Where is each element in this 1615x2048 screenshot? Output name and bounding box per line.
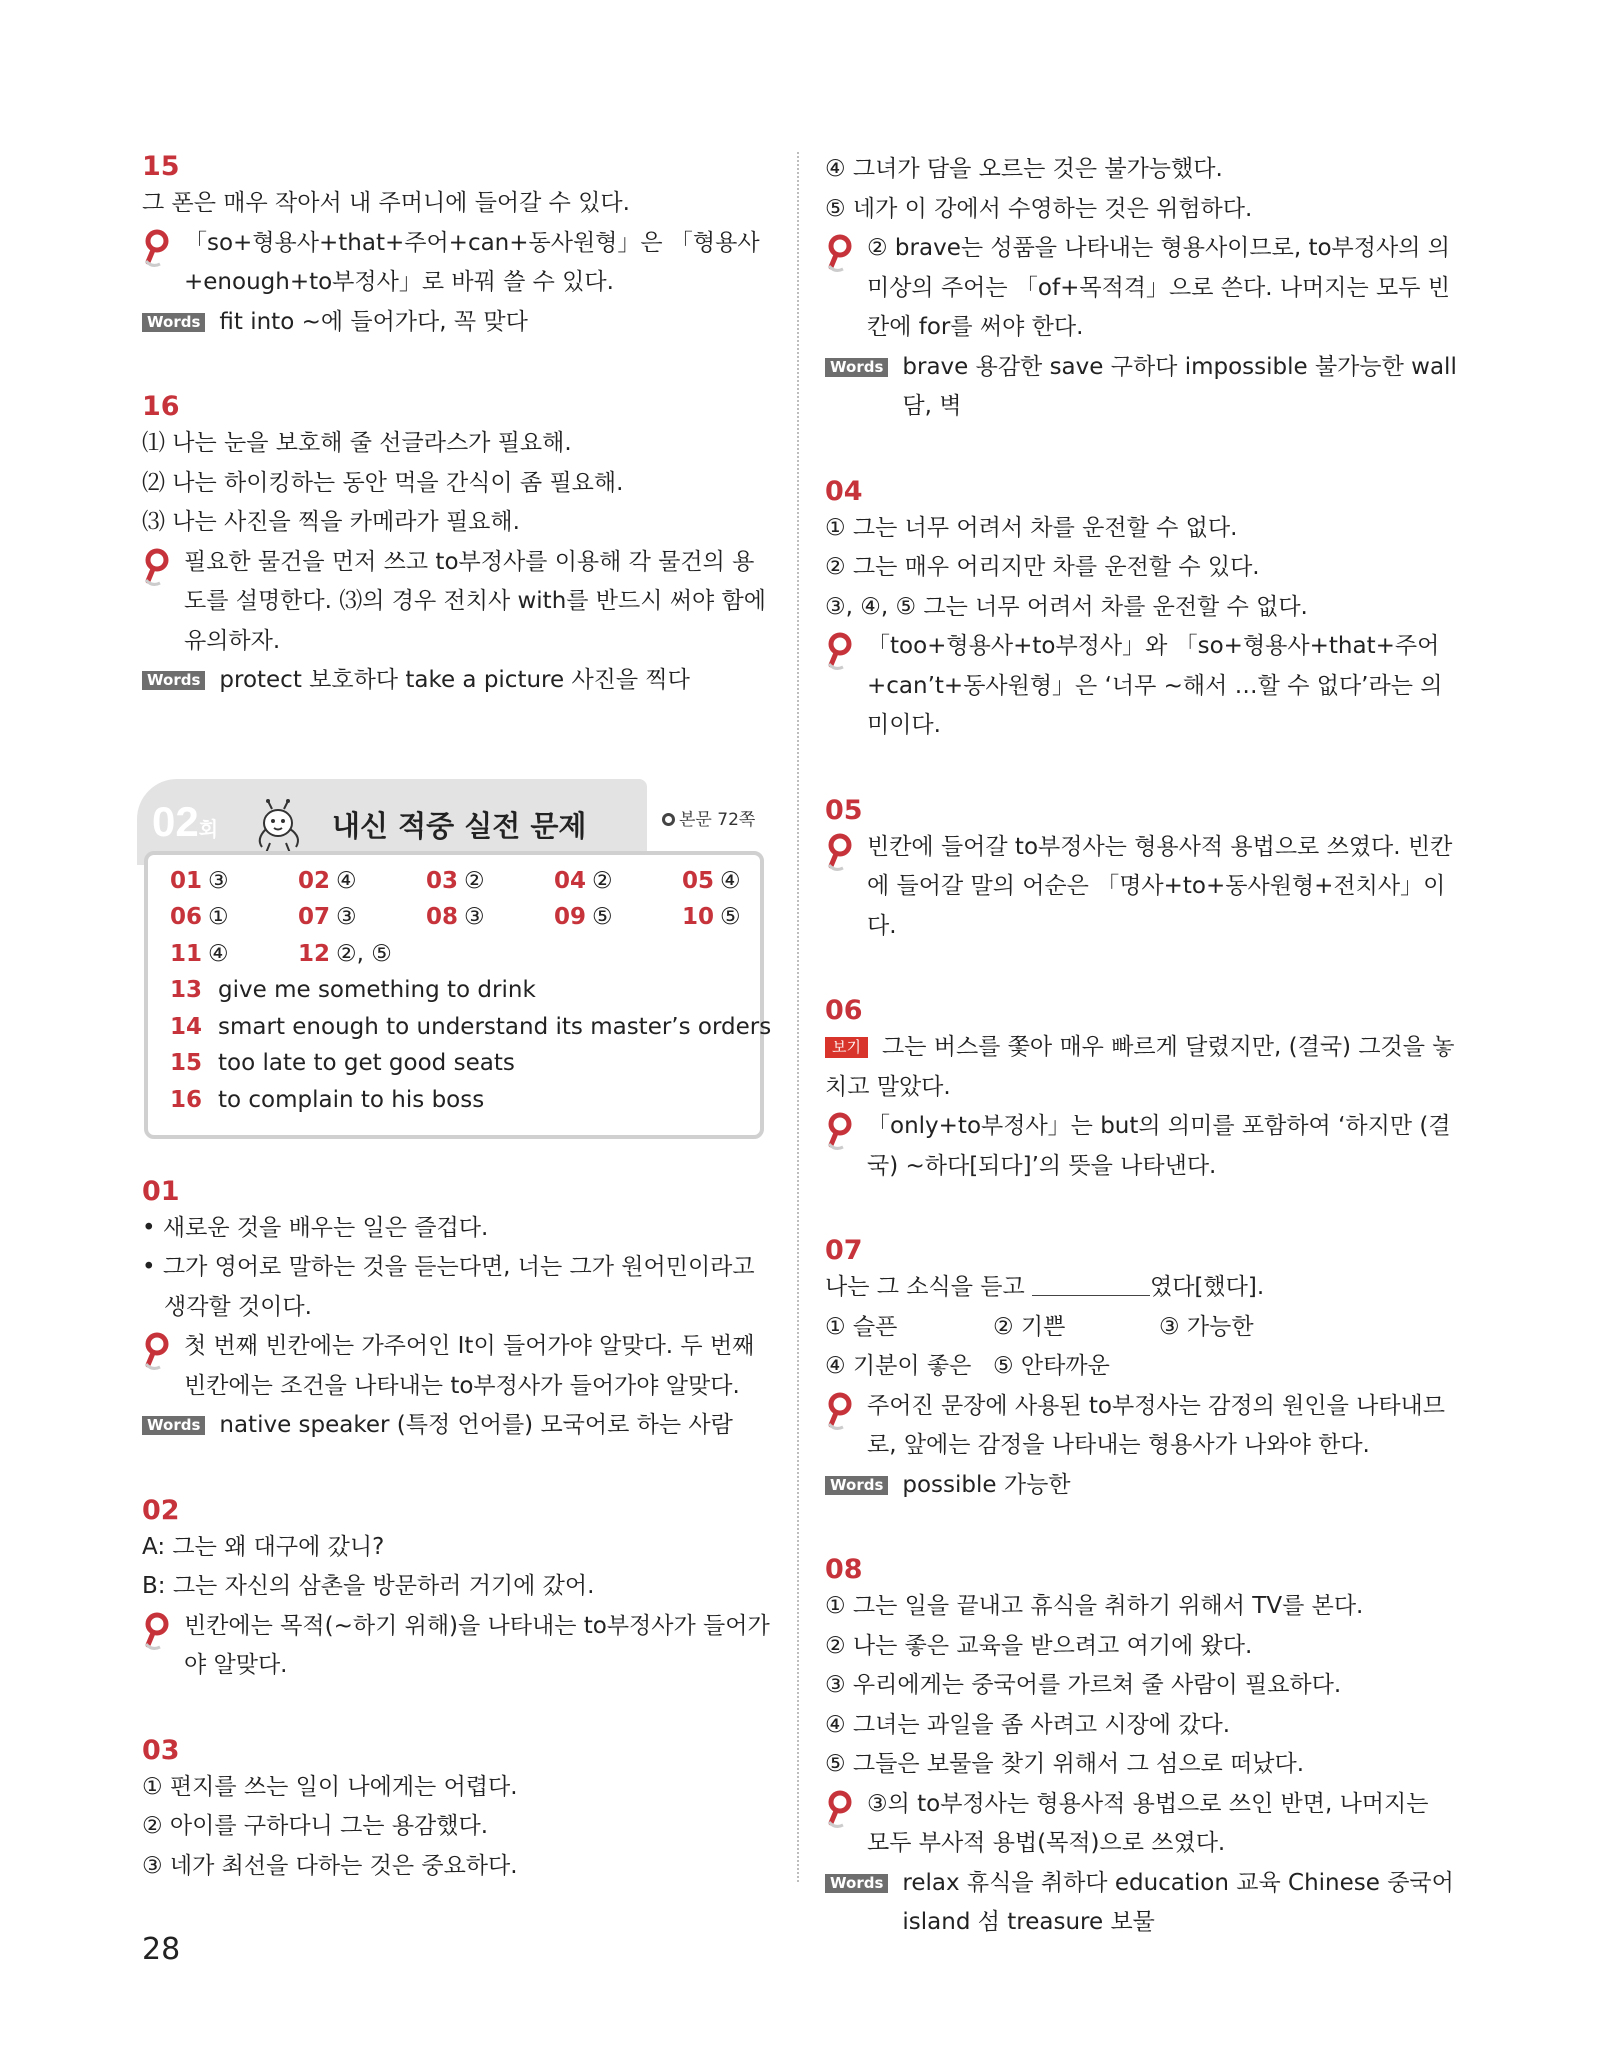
explanation	[825, 828, 1457, 947]
translation-line: 그 폰은 매우 작아서 내 주머니에 들어갈 수 있다.	[142, 190, 630, 216]
question-04	[825, 475, 1457, 746]
page-reference: 본문 72쪽	[662, 809, 755, 831]
translation-line: ⑵ 나는 하이킹하는 동안 먹을 간식이 좀 필요해.	[142, 469, 624, 496]
explanation-text: 주어진 문장에 사용된 to부정사는 감정의 원인을 나타내므로, 앞에는 감정을 나타내는 형용사가 나와야 한다.	[867, 1392, 1445, 1458]
answer-phrase: 16 to complain to his boss	[170, 1086, 485, 1113]
words-note	[142, 661, 772, 701]
answer-item: 07 ③	[298, 904, 357, 931]
explanation-text: 「only+to부정사」는 but의 의미를 포함하여 ‘하지만 (결국) ~하다[되다]’의 뜻을 나타낸다.	[867, 1113, 1451, 1179]
answer-item: 11 ④	[170, 940, 229, 967]
answer-item: 03 ②	[426, 867, 485, 894]
question-06	[825, 994, 1457, 1186]
magnifier-icon	[142, 1331, 172, 1371]
words-tag: Words	[825, 358, 888, 377]
explanation-text: 첫 번째 빈칸에는 가주어인 It이 들어가야 알맞다. 두 번째 빈칸에는 조건을 나타내는 to부정사가 들어가야 알맞다.	[184, 1333, 755, 1399]
question-03	[142, 1734, 772, 1887]
explanation	[825, 1107, 1457, 1186]
answer-row	[170, 936, 810, 973]
magnifier-icon	[142, 547, 172, 587]
question-15	[142, 150, 772, 342]
words-note	[825, 1466, 1457, 1506]
round-number: 02회	[152, 797, 219, 845]
words-tag: Words	[142, 671, 205, 690]
answer-blank	[1032, 1271, 1150, 1296]
words-text: fit into ~에 들어가다, 꼭 맞다	[219, 308, 528, 335]
words-note	[142, 303, 772, 343]
explanation-text: 필요한 물건을 먼저 쓰고 to부정사를 이용해 각 물건의 용도를 설명한다. ⑶의 경우 전치사 with를 반드시 써야 함에 유의하자.	[184, 548, 766, 654]
magnifier-icon	[825, 1391, 855, 1431]
words-text: possible 가능한	[902, 1471, 1071, 1498]
explanation-text: ③의 to부정사는 형용사적 용법으로 쓰인 반면, 나머지는 모두 부사적 용법(목적)으로 쓰였다.	[867, 1790, 1429, 1856]
answer-row	[170, 863, 810, 900]
translation-line: ⑴ 나는 눈을 보호해 줄 선글라스가 필요해.	[142, 430, 572, 456]
explanation	[825, 627, 1457, 746]
example-tag: 보기	[825, 1037, 868, 1058]
magnifier-icon	[142, 228, 172, 268]
explanation	[142, 224, 772, 303]
magnifier-icon	[825, 1111, 855, 1151]
question-number: 16	[142, 391, 180, 422]
question-sentence: 나는 그 소식을 듣고 였다[했다].	[825, 1268, 1457, 1308]
answer-phrase: 15 too late to get good seats	[170, 1050, 515, 1076]
question-number: 05	[825, 794, 863, 826]
magnifier-icon	[825, 233, 855, 273]
answer-item: 08 ③	[426, 904, 485, 931]
magnifier-icon	[825, 1789, 855, 1829]
circle-icon	[662, 813, 675, 826]
answer-item: 02 ④	[298, 867, 357, 894]
words-note	[825, 348, 1457, 427]
answer-item: 10 ⑤	[682, 904, 741, 931]
words-text: native speaker (특정 언어를) 모국어로 하는 사람	[219, 1412, 733, 1438]
translation-line: ③, ④, ⑤ 그는 너무 어려서 차를 운전할 수 없다.	[825, 593, 1308, 620]
answer-item: 09 ⑤	[554, 904, 613, 931]
question-08	[825, 1553, 1457, 1943]
answer-phrase: 14 smart enough to understand its master’s orders	[170, 1013, 772, 1040]
magnifier-icon	[825, 631, 855, 671]
translation-line: ① 그는 일을 끝내고 휴식을 취하기 위해서 TV를 본다.	[825, 1593, 1364, 1619]
translation-line: ⑤ 네가 이 강에서 수영하는 것은 위험하다.	[825, 195, 1253, 222]
question-number: 02	[142, 1494, 180, 1526]
section-title: 내신 적중 실전 문제	[332, 808, 587, 843]
explanation-text: 「so+형용사+that+주어+can+동사원형」은 「형용사+enough+to부정사」로 바꿔 쓸 수 있다.	[184, 229, 760, 295]
answer-item: 04 ②	[554, 867, 613, 894]
words-tag: Words	[142, 1416, 205, 1435]
right-column	[825, 150, 1457, 1943]
question-number: 15	[142, 151, 180, 182]
translation-line: ⑤ 그들은 보물을 찾기 위해서 그 섬으로 떠났다.	[825, 1751, 1305, 1777]
magnifier-icon	[825, 832, 855, 872]
answer-list	[144, 851, 772, 1139]
translation-line: ① 그는 너무 어려서 차를 운전할 수 없다.	[825, 514, 1238, 541]
words-text: relax 휴식을 취하다 education 교육 Chinese 중국어 island 섬 treasure 보물	[902, 1869, 1454, 1935]
answer-item: 12 ②, ⑤	[298, 940, 392, 967]
translation-line: ① 편지를 쓰는 일이 나에게는 어렵다.	[142, 1773, 518, 1800]
explanation	[142, 1327, 772, 1406]
mascot-icon	[250, 799, 310, 855]
sentence-line: • 새로운 것을 배우는 일은 즐겁다.	[142, 1214, 489, 1241]
answer-row	[170, 899, 810, 936]
options-row: ① 슬픈 ② 기쁜 ③ 가능한	[825, 1313, 1254, 1340]
explanation-text: 빈칸에는 목적(~하기 위해)을 나타내는 to부정사가 들어가야 알맞다.	[184, 1612, 770, 1678]
translation-line: ② 아이를 구하다니 그는 용감했다.	[142, 1813, 489, 1839]
words-tag: Words	[825, 1874, 888, 1893]
explanation-text: ② brave는 성품을 나타내는 형용사이므로, to부정사의 의미상의 주어는 「of+목적격」으로 쓴다. 나머지는 모두 빈칸에 for를 써야 한다.	[867, 235, 1450, 340]
answer-key-box	[142, 779, 772, 1157]
translation-line: ③ 우리에게는 중국어를 가르쳐 줄 사람이 필요하다.	[825, 1672, 1342, 1698]
words-text: protect 보호하다 take a picture 사진을 찍다	[219, 667, 690, 693]
explanation	[825, 229, 1457, 348]
translation-line: ④ 그녀가 담을 오르는 것은 불가능했다.	[825, 156, 1223, 182]
explanation-text: 「too+형용사+to부정사」와 「so+형용사+that+주어+can’t+동사원형」은 ‘너무 ~해서 …할 수 없다’라는 의미이다.	[867, 633, 1443, 738]
translation-line: ② 그는 매우 어리지만 차를 운전할 수 있다.	[825, 554, 1260, 580]
question-01	[142, 1175, 772, 1446]
sentence-line: 생각할 것이다.	[164, 1293, 312, 1320]
dialog-line: A: 그는 왜 대구에 갔니?	[142, 1533, 385, 1560]
words-note	[142, 1406, 772, 1446]
answer-item: 06 ①	[170, 904, 229, 931]
explanation	[825, 1785, 1457, 1864]
explanation-text: 빈칸에 들어갈 to부정사는 형용사적 용법으로 쓰였다. 빈칸에 들어갈 말의 어순은 「명사+to+동사원형+전치사」이다.	[867, 833, 1453, 939]
question-16	[142, 390, 772, 701]
explanation	[142, 1607, 772, 1686]
question-07	[825, 1234, 1457, 1505]
left-column	[142, 150, 772, 1886]
explanation	[825, 1387, 1457, 1466]
words-text: brave 용감한 save 구하다 impossible 불가능한 wall 담, 벽	[902, 353, 1457, 419]
question-number: 01	[142, 1175, 180, 1207]
question-number: 04	[825, 475, 863, 507]
answer-item: 01 ③	[170, 867, 229, 894]
question-05	[825, 794, 1457, 947]
question-number: 07	[825, 1235, 863, 1266]
dialog-line: B: 그는 자신의 삼촌을 방문하러 거기에 갔어.	[142, 1573, 595, 1599]
magnifier-icon	[142, 1611, 172, 1651]
explanation	[142, 543, 772, 662]
page-number: 28	[142, 1932, 181, 1967]
words-tag: Words	[142, 313, 205, 332]
translation-line: ⑶ 나는 사진을 찍을 카메라가 필요해.	[142, 509, 520, 535]
words-note	[825, 1864, 1457, 1943]
example-sentence: 보기 그는 버스를 쫓아 매우 빠르게 달렸지만, (결국) 그것을 놓치고 말았다.	[825, 1034, 1455, 1100]
translation-line: ② 나는 좋은 교육을 받으려고 여기에 왔다.	[825, 1632, 1253, 1659]
answer-phrase: 13 give me something to drink	[170, 977, 536, 1003]
translation-line: ③ 네가 최선을 다하는 것은 중요하다.	[142, 1852, 518, 1879]
answer-item: 05 ④	[682, 867, 741, 894]
words-tag: Words	[825, 1476, 888, 1495]
options-row: ④ 기분이 좋은 ⑤ 안타까운	[825, 1353, 1110, 1379]
question-number: 08	[825, 1554, 863, 1585]
question-02	[142, 1494, 772, 1686]
sentence-line: • 그가 영어로 말하는 것을 듣는다면, 너는 그가 원어민이라고	[142, 1254, 755, 1280]
translation-line: ④ 그녀는 과일을 좀 사려고 시장에 갔다.	[825, 1711, 1231, 1738]
question-03-continued	[825, 150, 1457, 427]
question-number: 06	[825, 995, 863, 1026]
question-number: 03	[142, 1734, 180, 1766]
